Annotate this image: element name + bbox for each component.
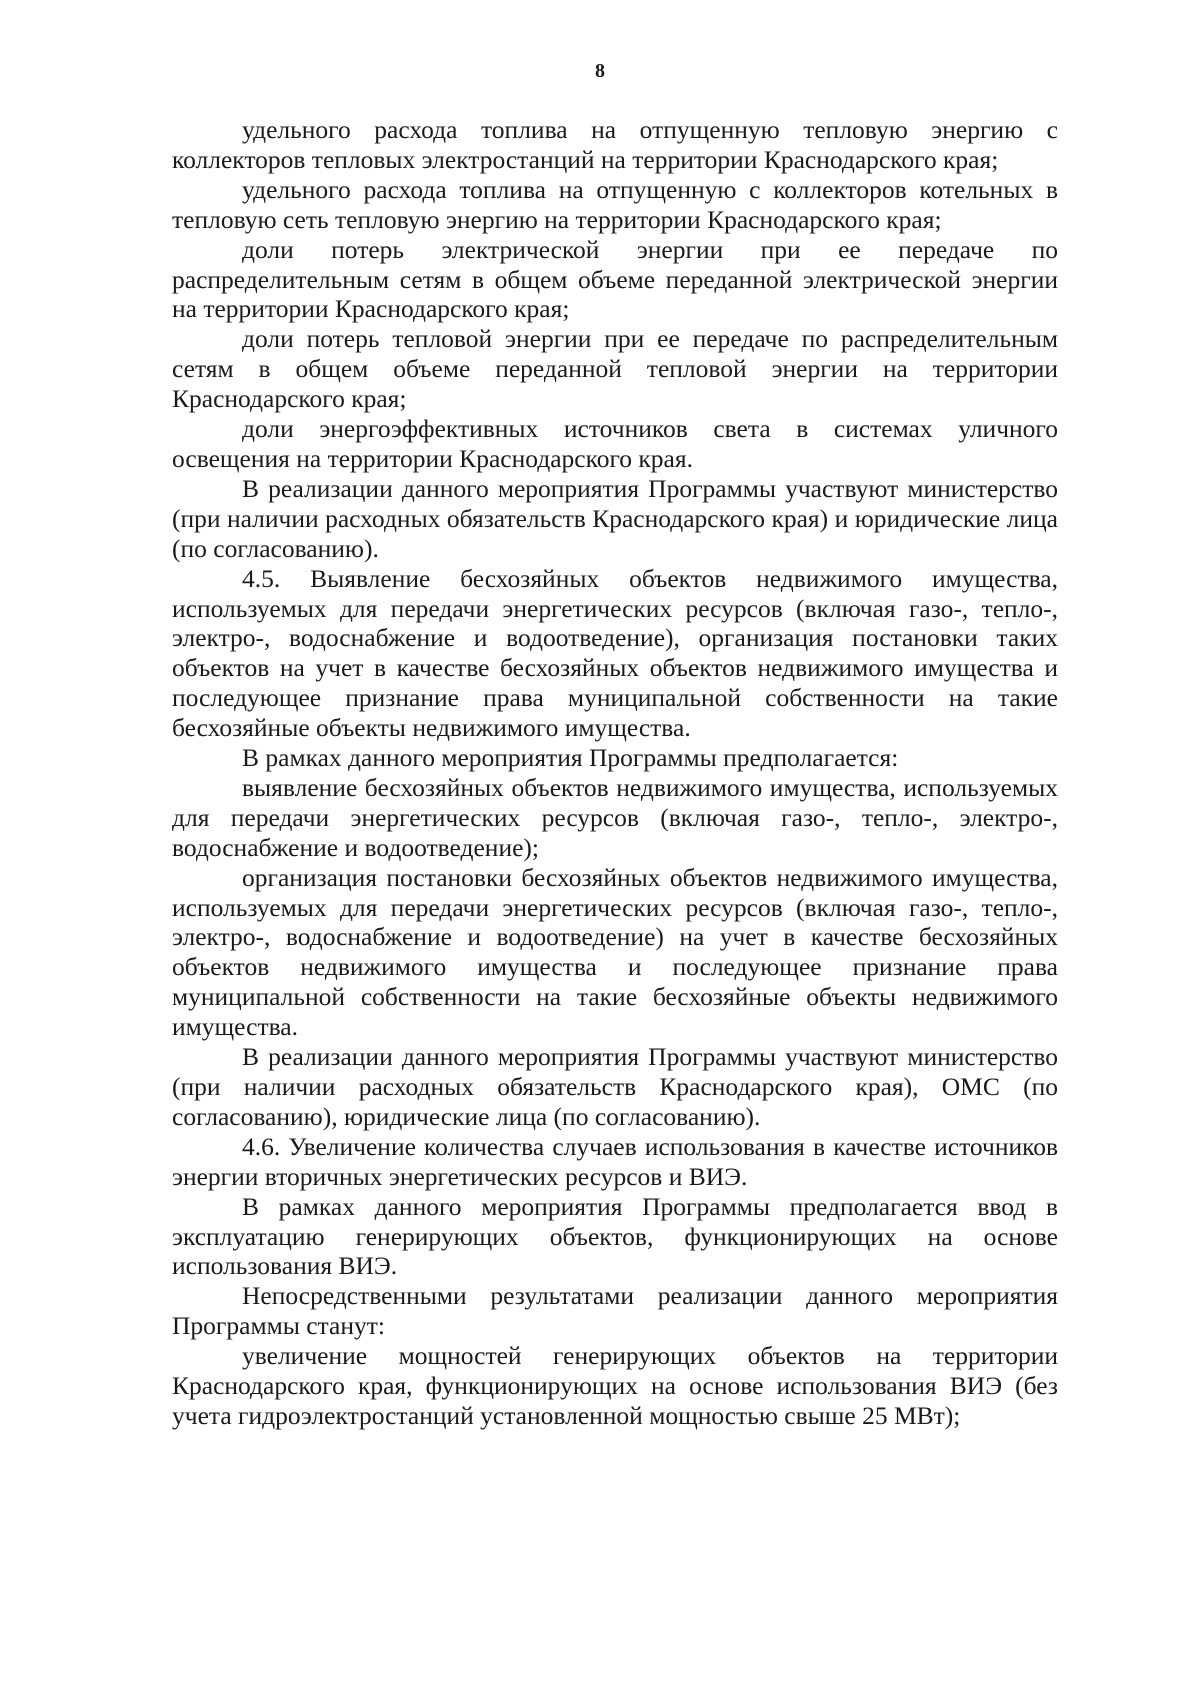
paragraph: доли потерь тепловой энергии при ее передаче по распределительным сетям в общем объеме переданной тепловой энергии на территории Краснодарского края; — [172, 324, 1058, 414]
paragraph: выявление бесхозяйных объектов недвижимого имущества, используемых для передачи энергетических ресурсов (включая газо-, тепло-, электро-, водоснабжение и водоотведение); — [172, 772, 1058, 862]
paragraph: В рамках данного мероприятия Программы предполагается ввод в эксплуатацию генерирующих объектов, функционирующих на основе использования ВИЭ. — [172, 1191, 1058, 1281]
paragraph: увеличение мощностей генерирующих объектов на территории Краснодарского края, функционирующих на основе использования ВИЭ (без учета гидроэлектростанций установленной мощностью свыше 25 МВт); — [172, 1341, 1058, 1430]
paragraph: удельного расхода топлива на отпущенную с коллекторов котельных в тепловую сеть тепловую энергию на территории Краснодарского края; — [172, 174, 1058, 234]
section-heading-4-5: 4.5. Выявление бесхозяйных объектов недвижимого имущества, используемых для передачи энергетических ресурсов (включая газо-, тепло-, электро-, водоснабжение и водоотведение), организация постановки таких объектов на учет в качестве бесхозяйных объектов недвижимого имущества и последующее признание права муниципальной собственности на такие бесхозяйные объекты недвижимого имущества. — [172, 563, 1058, 743]
page-number: 8 — [595, 60, 605, 82]
paragraph: доли энергоэффективных источников света в системах уличного освещения на территории Краснодарского края. — [172, 414, 1058, 473]
paragraph: Непосредственными результатами реализации данного мероприятия Программы станут: — [172, 1281, 1058, 1341]
paragraph: В реализации данного мероприятия Программы участвуют министерство (при наличии расходных обязательств Краснодарского края) и юридические лица (по согласованию). — [172, 473, 1058, 563]
paragraph: В рамках данного мероприятия Программы предполагается: — [242, 743, 899, 773]
paragraph: удельного расхода топлива на отпущенную тепловую энергию с коллекторов тепловых электростанций на территории Краснодарского края; — [172, 115, 1058, 174]
paragraph: В реализации данного мероприятия Программы участвуют министерство (при наличии расходных обязательств Краснодарского края), ОМС (по согласованию), юридические лица (по согласованию). — [172, 1042, 1058, 1131]
document-body — [172, 115, 1058, 1431]
section-heading-4-6: 4.6. Увеличение количества случаев использования в качестве источников энергии вторичных энергетических ресурсов и ВИЭ. — [172, 1131, 1058, 1191]
paragraph: организация постановки бесхозяйных объектов недвижимого имущества, используемых для передачи энергетических ресурсов (включая газо-, тепло-, электро-, водоснабжение и водоотведение) на учет в качестве бесхозяйных объектов недвижимого имущества и последующее признание права муниципальной собственности на такие бесхозяйные объекты недвижимого имущества. — [172, 862, 1058, 1042]
paragraph: доли потерь электрической энергии при ее передаче по распределительным сетям в общем объеме переданной электрической энергии на территории Краснодарского края; — [172, 234, 1058, 324]
